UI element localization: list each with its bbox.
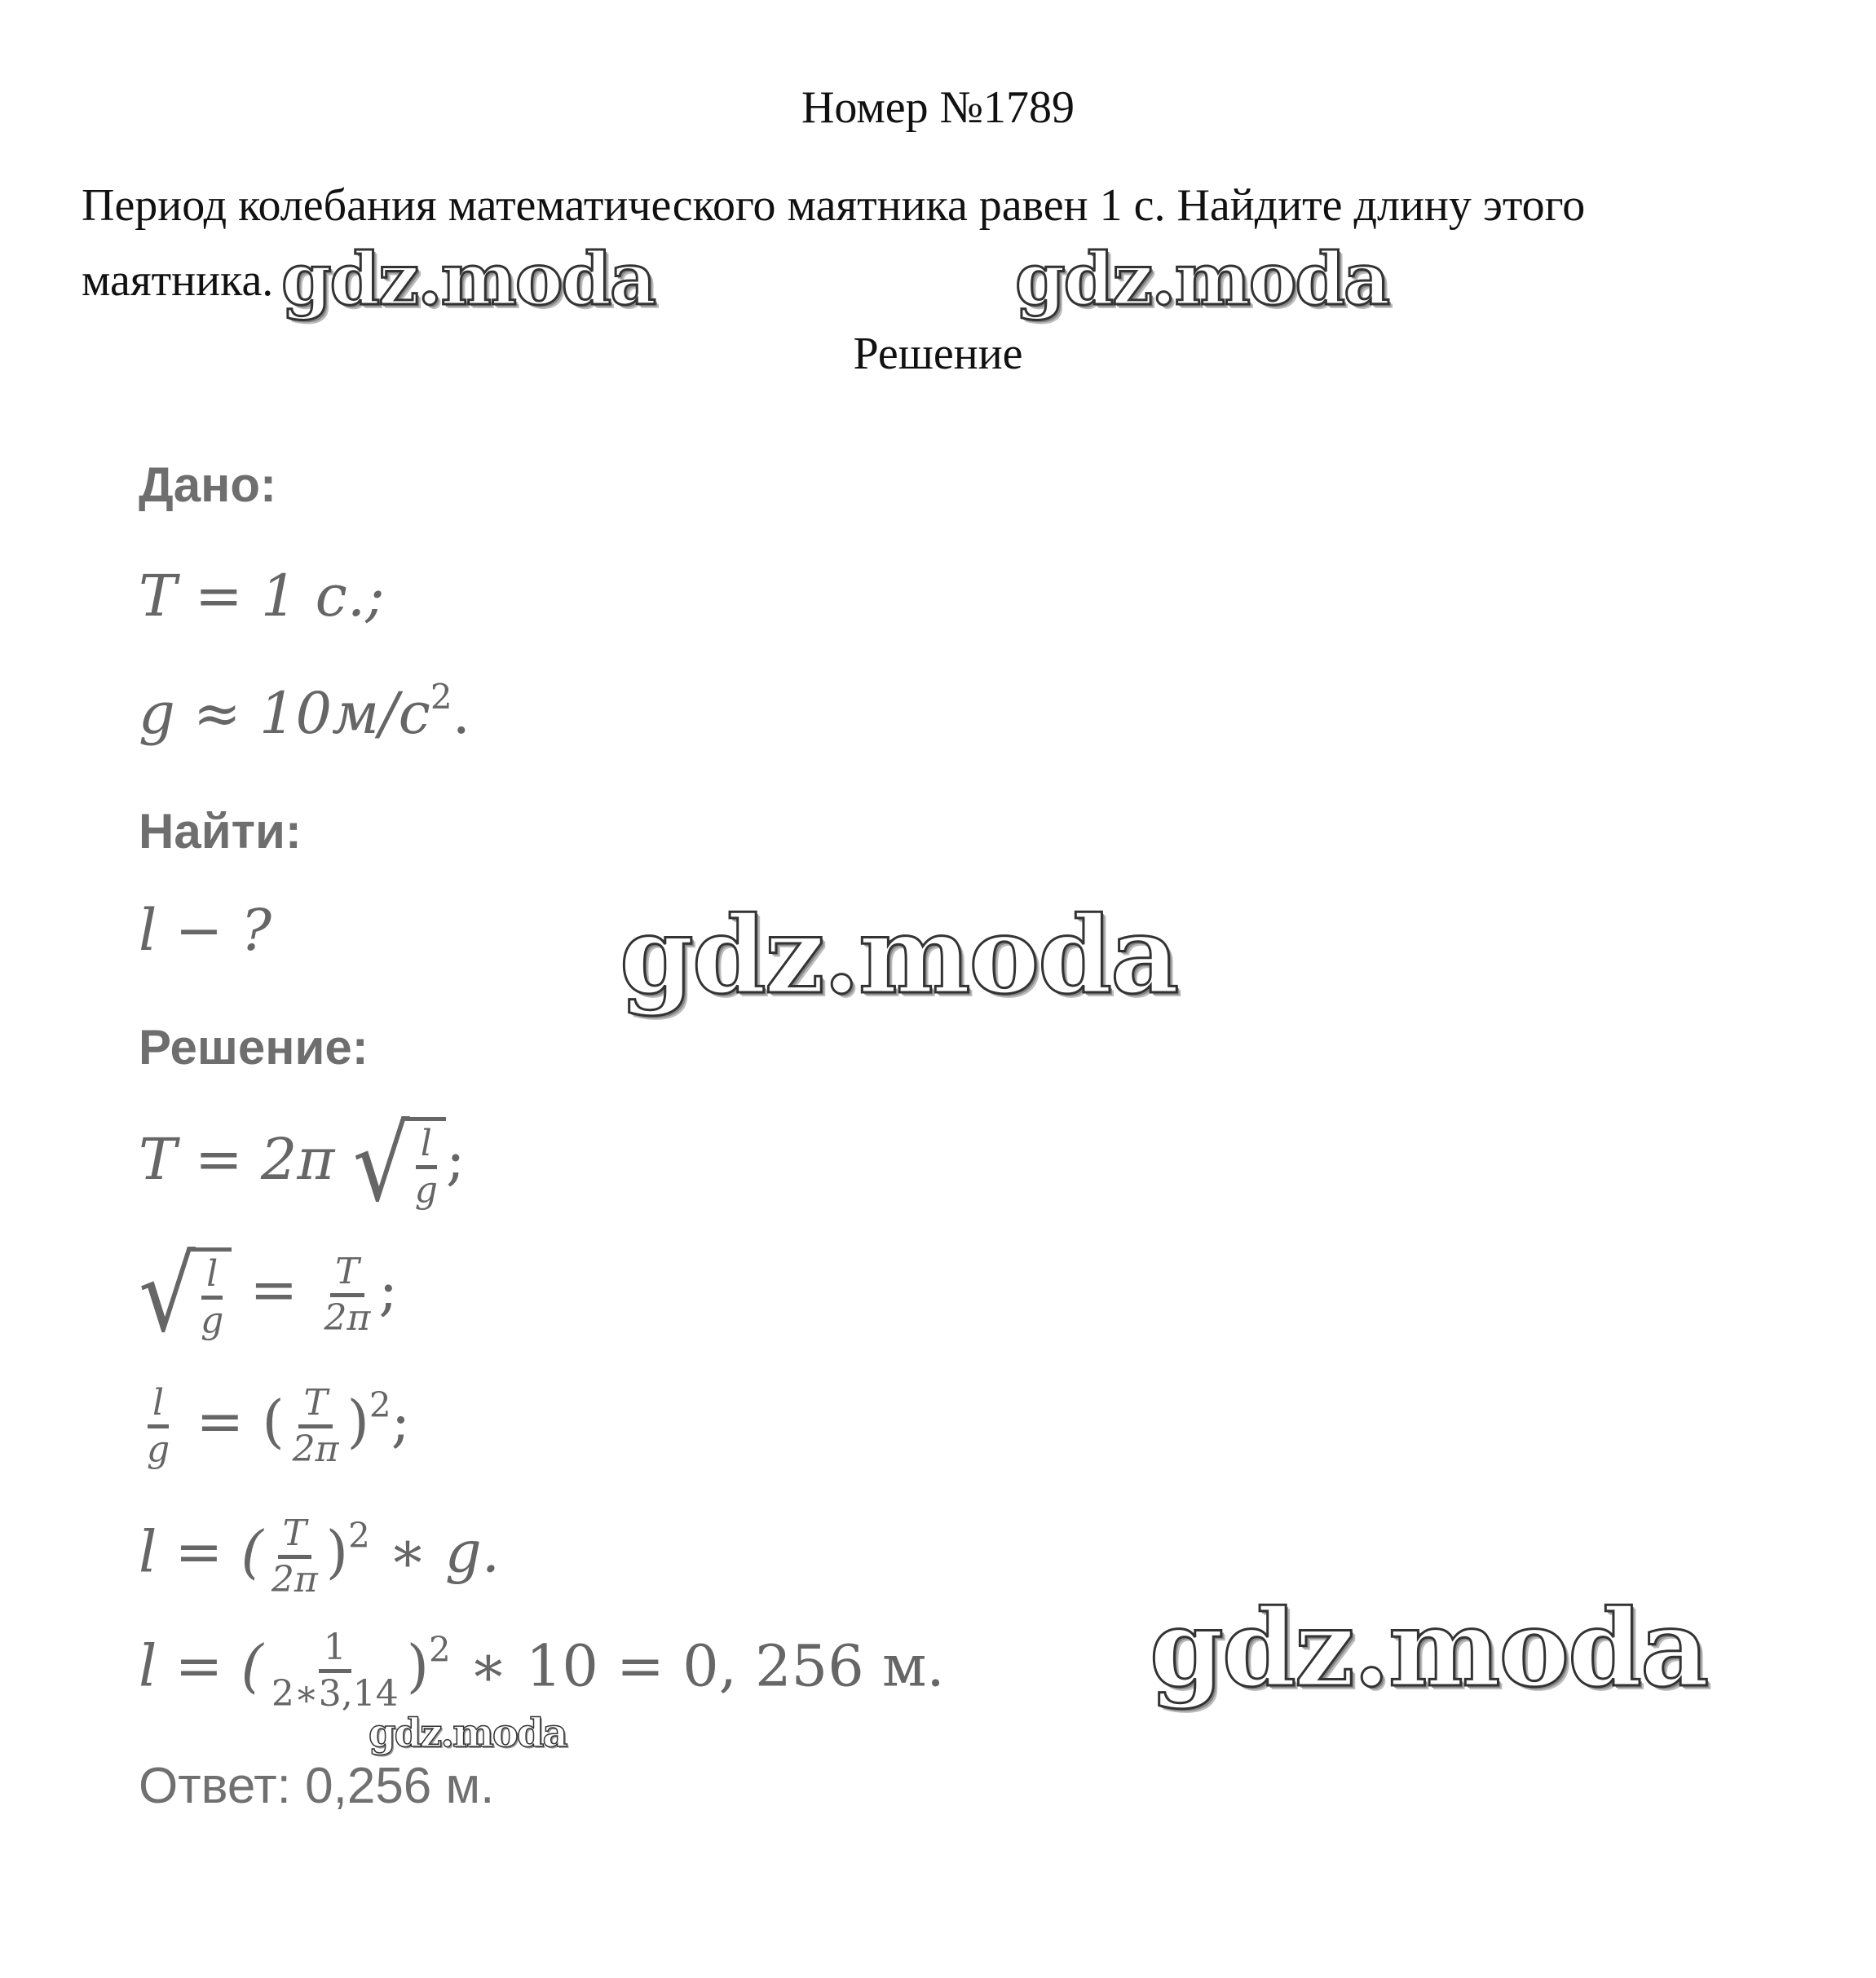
radical-sign: √ — [352, 1104, 410, 1225]
watermark: gdz.moda — [369, 1711, 567, 1756]
close-paren: ) — [406, 1632, 430, 1700]
numerator: T — [278, 1512, 311, 1559]
step1-left: T = 2π — [139, 1126, 335, 1193]
fraction-1-over-2pi-numeric — [267, 1627, 404, 1715]
step4-left: l = ( — [139, 1518, 263, 1586]
watermark: gdz.moda — [1015, 236, 1389, 321]
fraction-l-over-g — [196, 1253, 228, 1342]
sqrt-2 — [139, 1234, 232, 1355]
fraction-l-over-g — [142, 1382, 174, 1471]
fraction-l-over-g — [410, 1123, 443, 1212]
denominator: 2π — [292, 1428, 339, 1470]
denominator: g — [147, 1428, 170, 1470]
numerator: T — [330, 1251, 364, 1297]
find-label: Найти: — [139, 804, 302, 859]
watermark: gdz.moda — [1150, 1586, 1708, 1711]
denominator: 2∗3,14 — [271, 1673, 399, 1715]
step4-end: ∗ g. — [369, 1518, 500, 1586]
find-value-text: l − ? — [139, 897, 272, 964]
close-paren: ) — [347, 1388, 369, 1455]
formula-step-3 — [139, 1382, 410, 1471]
given-gravity-exponent: 2 — [430, 677, 452, 717]
given-label: Дано: — [139, 457, 276, 512]
fraction-T-over-2pi — [267, 1512, 323, 1601]
formula-step-5 — [139, 1627, 945, 1715]
solve-label: Решение: — [139, 1020, 369, 1075]
equals-paren: = ( — [196, 1388, 285, 1455]
step5-end: ∗ 10 = 0, 256 м. — [450, 1632, 945, 1700]
exponent: 2 — [348, 1515, 370, 1556]
numerator: l — [148, 1382, 169, 1428]
given-period-text: T = 1 с.; — [139, 563, 385, 629]
given-gravity — [139, 677, 470, 747]
denominator: 2π — [271, 1559, 318, 1601]
page-title: Номер №1789 — [801, 82, 1075, 133]
denominator: 2π — [324, 1296, 371, 1339]
watermark: gdz.moda — [620, 893, 1178, 1018]
problem-statement: Период колебания математического маятника равен 1 с. Найдите длину этого маятника. — [82, 180, 1586, 306]
step3-end: ; — [391, 1388, 411, 1455]
given-gravity-end: . — [452, 680, 470, 747]
find-value — [139, 897, 271, 964]
numerator: l — [416, 1123, 437, 1169]
formula-step-1 — [139, 1104, 466, 1225]
denominator: g — [201, 1300, 224, 1341]
numerator: l — [201, 1253, 223, 1300]
formula-step-4 — [139, 1512, 500, 1601]
numerator: 1 — [319, 1627, 351, 1673]
given-gravity-text: g ≈ 10м/с — [139, 680, 430, 747]
close-paren: ) — [325, 1518, 349, 1586]
sqrt-1 — [352, 1104, 446, 1225]
exponent: 2 — [369, 1384, 391, 1425]
formula-step-2 — [139, 1234, 398, 1355]
given-period — [139, 563, 385, 629]
step2-end: ; — [378, 1256, 398, 1323]
step1-end: ; — [445, 1126, 466, 1193]
radical-sign: √ — [139, 1234, 196, 1355]
fraction-T-over-2pi — [319, 1251, 375, 1340]
fraction-T-over-2pi — [288, 1382, 344, 1471]
step5-left: l = ( — [139, 1632, 263, 1700]
watermark: gdz.moda — [281, 236, 655, 321]
denominator: g — [414, 1169, 438, 1211]
numerator: T — [298, 1382, 332, 1428]
exponent: 2 — [429, 1629, 451, 1670]
equals: = — [249, 1256, 298, 1323]
answer: Ответ: 0,256 м. — [139, 1758, 495, 1814]
solution-heading: Решение — [853, 329, 1023, 379]
